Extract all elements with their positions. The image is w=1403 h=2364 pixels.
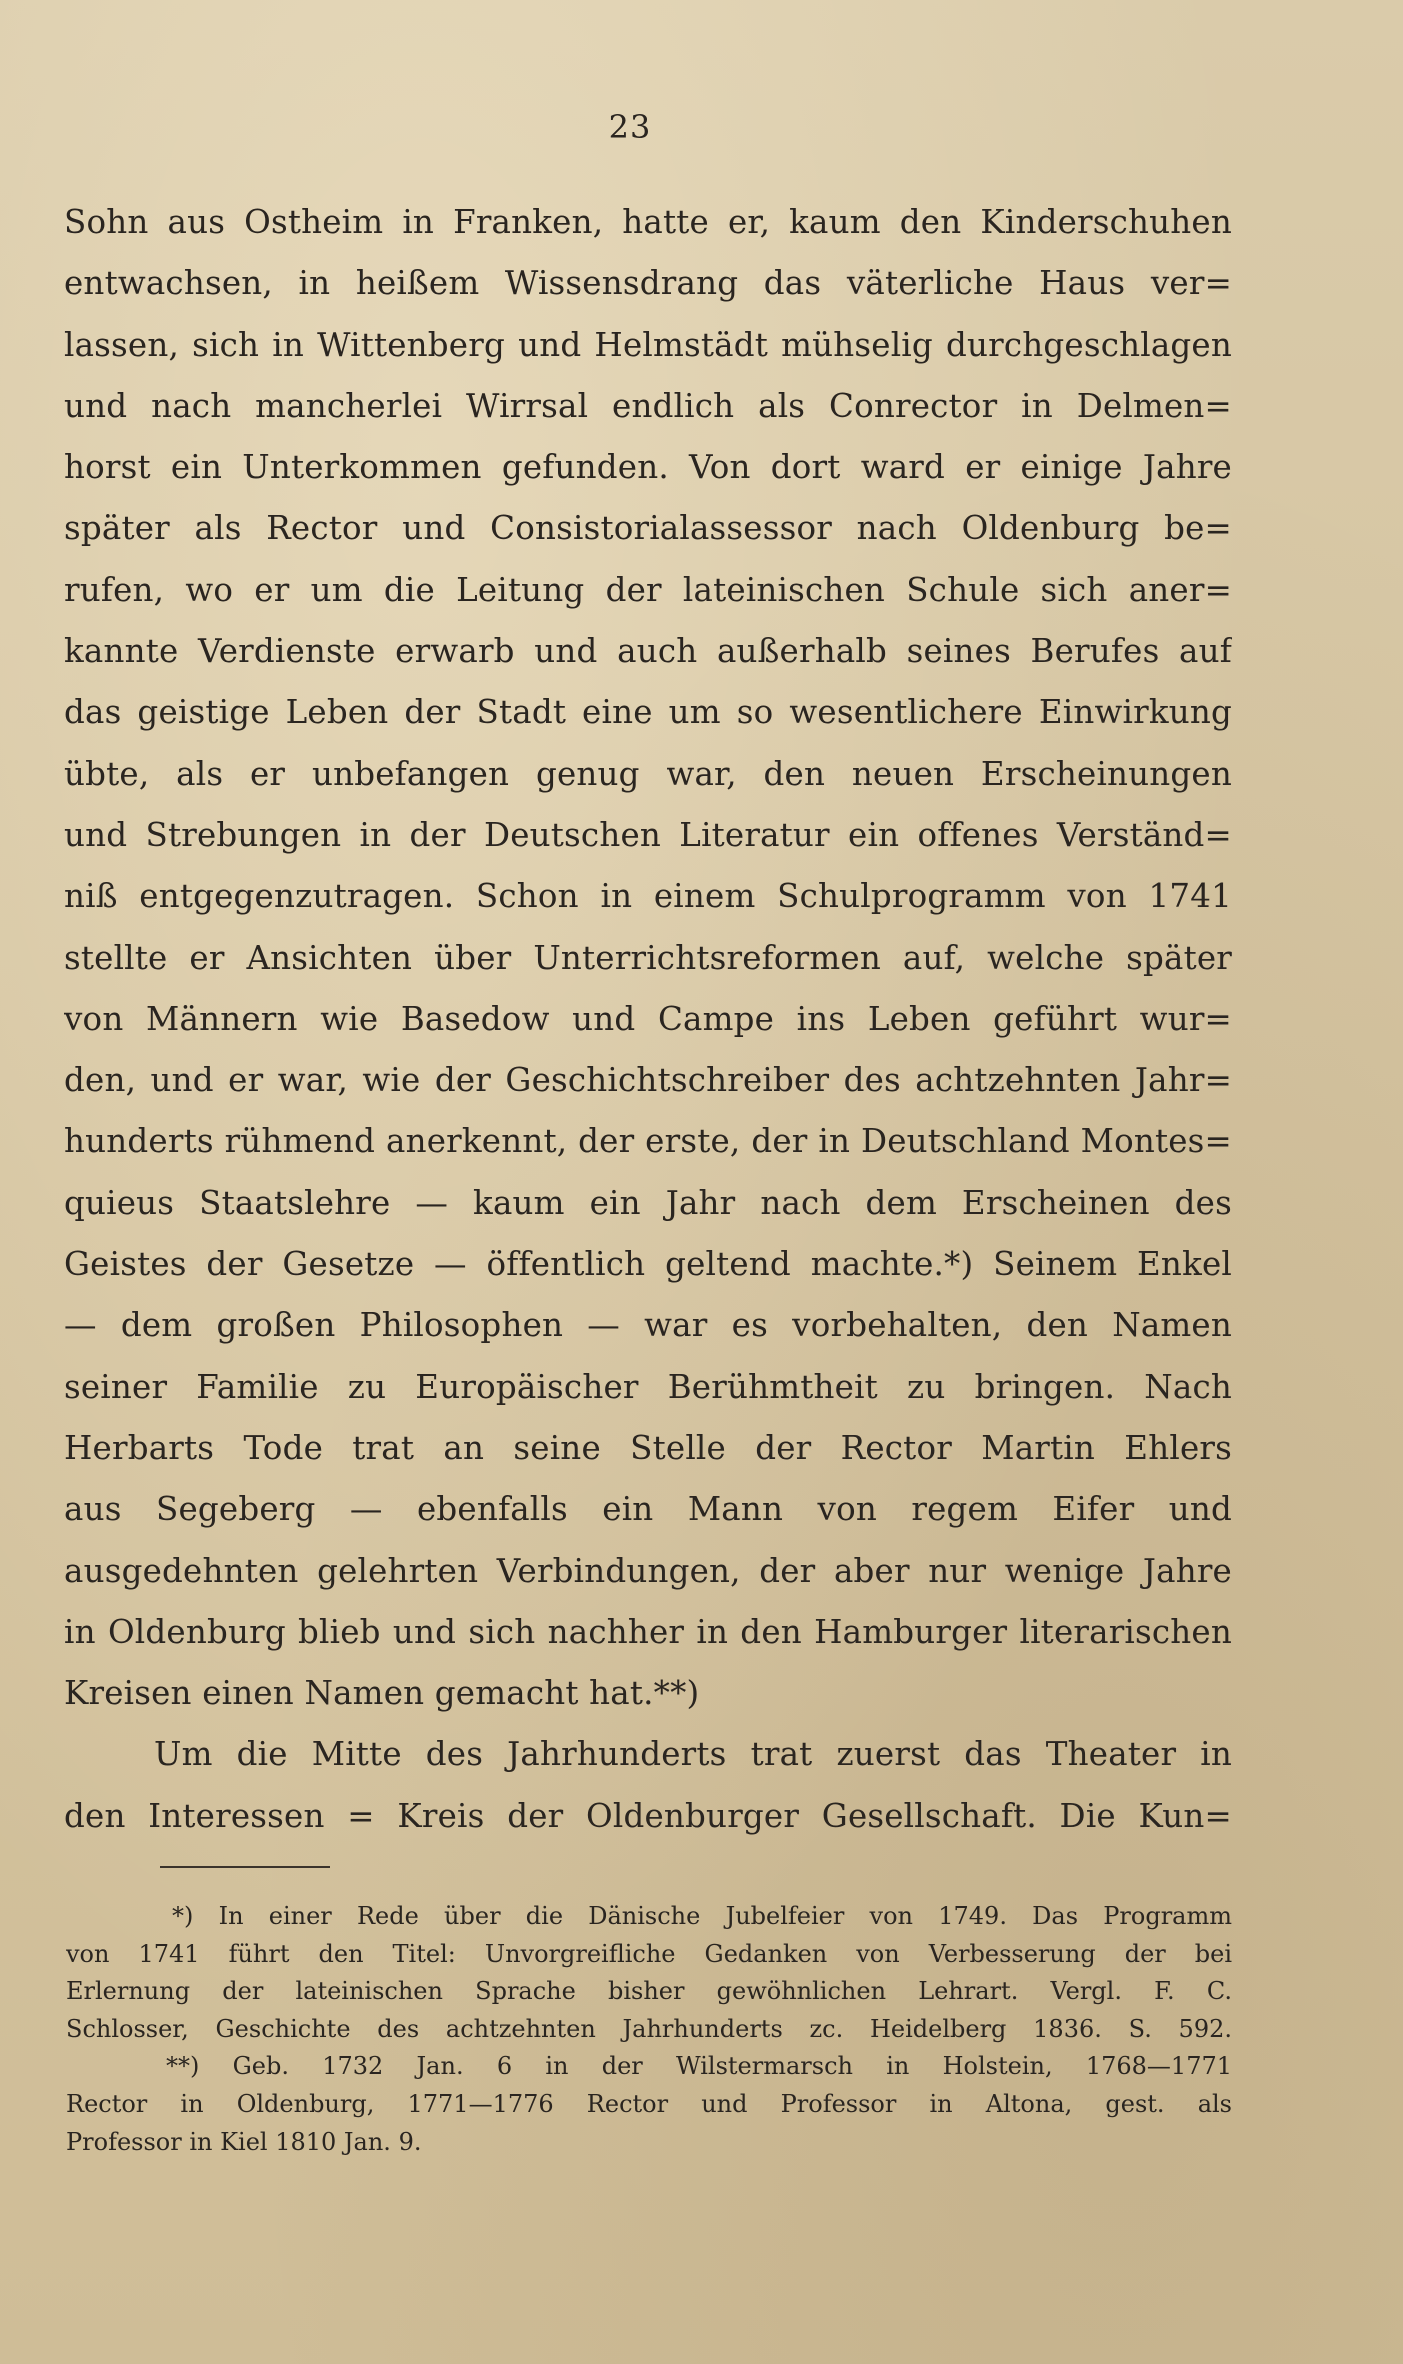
- body-line: und Strebungen in der Deutschen Literatur ein offenes Verständ=: [64, 815, 1232, 854]
- body-line: lassen, sich in Wittenberg und Helmstädt mühselig durchgeschlagen: [64, 325, 1232, 364]
- footnote-divider: [160, 1866, 330, 1868]
- body-line: stellte er Ansichten über Unterrichtsreformen auf, welche später: [64, 938, 1232, 977]
- body-line: von Männern wie Basedow und Campe ins Leben geführt wur=: [64, 999, 1232, 1038]
- body-line: Geistes der Gesetze — öffentlich geltend machte.*) Seinem Enkel: [64, 1245, 1232, 1284]
- paragraph-start-line: Um die Mitte des Jahrhunderts trat zuerst das Theater in: [154, 1735, 1232, 1774]
- body-line: übte, als er unbefangen genug war, den neuen Erscheinungen: [64, 754, 1232, 793]
- body-line: und nach mancherlei Wirrsal endlich als Conrector in Delmen=: [64, 386, 1232, 425]
- body-line: den, und er war, wie der Geschichtschreiber des achtzehnten Jahr=: [64, 1061, 1232, 1100]
- body-line: niß entgegenzutragen. Schon in einem Schulprogramm von 1741: [64, 877, 1232, 916]
- body-line: in Oldenburg blieb und sich nachher in den Hamburger literarischen: [64, 1612, 1232, 1651]
- body-line: aus Segeberg — ebenfalls ein Mann von regem Eifer und: [64, 1490, 1232, 1529]
- body-text: [64, 192, 1232, 1847]
- footnote-line: Professor in Kiel 1810 Jan. 9.: [66, 2127, 422, 2156]
- body-line: horst ein Unterkommen gefunden. Von dort ward er einige Jahre: [64, 448, 1232, 487]
- body-line: — dem großen Philosophen — war es vorbehalten, den Namen: [64, 1306, 1232, 1345]
- footnote-line: Erlernung der lateinischen Sprache bisher gewöhnlichen Lehrart. Vergl. F. C.: [66, 1977, 1232, 2006]
- body-line: entwachsen, in heißem Wissensdrang das väterliche Haus ver=: [64, 264, 1232, 303]
- page-number: 23: [608, 108, 652, 146]
- footnote-line: Schlosser, Geschichte des achtzehnten Jahrhunderts zc. Heidelberg 1836. S. 592.: [66, 2014, 1232, 2043]
- body-line: den Interessen = Kreis der Oldenburger Gesellschaft. Die Kun=: [64, 1796, 1232, 1835]
- body-line: später als Rector und Consistorialassessor nach Oldenburg be=: [64, 509, 1232, 548]
- footnote-line: **) Geb. 1732 Jan. 6 in der Wilstermarsch in Holstein, 1768—1771: [166, 2052, 1232, 2081]
- footnotes: [66, 1898, 1232, 2161]
- body-line: hunderts rühmend anerkennt, der erste, der in Deutschland Montes=: [64, 1122, 1232, 1161]
- footnote-line: *) In einer Rede über die Dänische Jubelfeier von 1749. Das Programm: [172, 1902, 1232, 1930]
- body-line: ausgedehnten gelehrten Verbindungen, der aber nur wenige Jahre: [64, 1551, 1232, 1590]
- body-line: das geistige Leben der Stadt eine um so wesentlichere Einwirkung: [64, 693, 1232, 732]
- body-line: seiner Familie zu Europäischer Berühmtheit zu bringen. Nach: [64, 1367, 1232, 1406]
- body-line: kannte Verdienste erwarb und auch außerhalb seines Berufes auf: [64, 632, 1232, 671]
- footnote-line: von 1741 führt den Titel: Unvorgreifliche Gedanken von Verbesserung der bei: [66, 1939, 1232, 1968]
- body-line: rufen, wo er um die Leitung der lateinischen Schule sich aner=: [64, 570, 1232, 609]
- body-line: quieus Staatslehre — kaum ein Jahr nach dem Erscheinen des: [64, 1183, 1232, 1222]
- footnote-line: Rector in Oldenburg, 1771—1776 Rector und Professor in Altona, gest. als: [66, 2089, 1232, 2118]
- body-line: Sohn aus Ostheim in Franken, hatte er, kaum den Kinderschuhen: [64, 203, 1232, 241]
- paragraph-end-line: Kreisen einen Namen gemacht hat.**): [64, 1674, 700, 1713]
- body-line: Herbarts Tode trat an seine Stelle der Rector Martin Ehlers: [64, 1428, 1232, 1467]
